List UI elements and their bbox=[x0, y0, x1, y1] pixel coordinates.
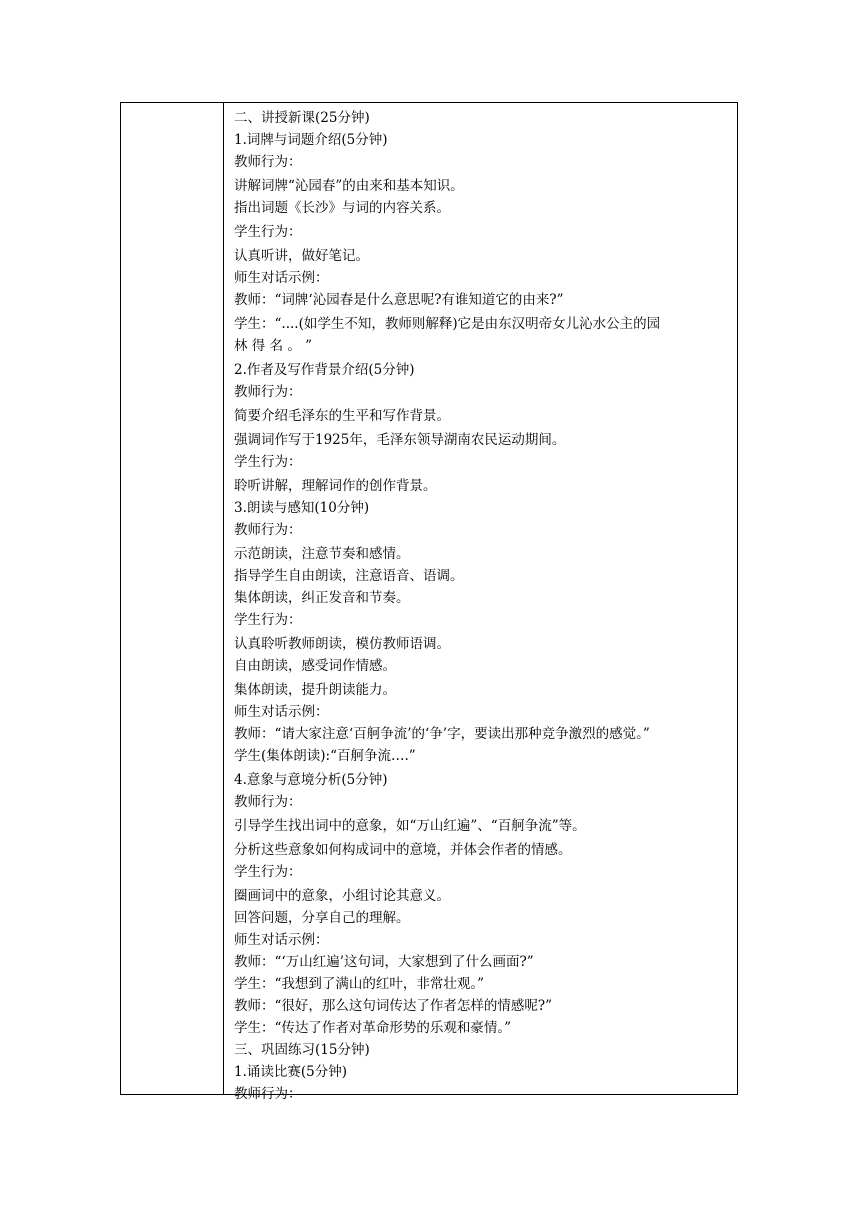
content-line: 学生行为： bbox=[234, 454, 302, 470]
content-line: 集体朗读，提升朗读能力。 bbox=[234, 682, 396, 698]
content-line: 教师行为： bbox=[234, 794, 302, 810]
content-line: 教师：“请大家注意‘百舸争流’的‘争’字，要读出那种竞争激烈的感觉。” bbox=[234, 726, 650, 742]
content-line: 教师：“词牌‘沁园春是什么意思呢?有谁知道它的由来?” bbox=[234, 292, 564, 308]
table-content-column bbox=[224, 103, 737, 1102]
content-line: 师生对话示例： bbox=[234, 704, 329, 720]
content-line: 1.词牌与词题介绍(5分钟) bbox=[234, 132, 388, 148]
content-line: 指导学生自由朗读，注意语音、语调。 bbox=[234, 568, 464, 584]
content-line: 学生：“我想到了满山的红叶，非常壮观。” bbox=[234, 976, 485, 992]
lesson-table bbox=[120, 102, 738, 1102]
content-line: 2.作者及写作背景介绍(5分钟) bbox=[234, 362, 415, 378]
content-line: 3.朗读与感知(10分钟) bbox=[234, 500, 370, 516]
content-line: 简要介绍毛泽东的生平和写作背景。 bbox=[234, 408, 450, 424]
content-line: 聆听讲解，理解词作的创作背景。 bbox=[234, 478, 437, 494]
content-line: 集体朗读，纠正发音和节奏。 bbox=[234, 590, 410, 606]
content-line: 讲解词牌“沁园春”的由来和基本知识。 bbox=[234, 178, 464, 194]
content-line: 教师行为： bbox=[234, 1086, 302, 1102]
content-line: 示范朗读，注意节奏和感情。 bbox=[234, 546, 410, 562]
content-line: 圈画词中的意象，小组讨论其意义。 bbox=[234, 888, 450, 904]
content-line: 学生行为： bbox=[234, 224, 302, 240]
content-line: 强调词作写于1925年，毛泽东领导湖南农民运动期间。 bbox=[234, 432, 566, 448]
content-line: 教师行为： bbox=[234, 154, 302, 170]
content-line: 引导学生找出词中的意象，如“万山红遍”、“百舸争流”等。 bbox=[234, 818, 586, 834]
content-line: 分析这些意象如何构成词中的意境，并体会作者的情感。 bbox=[234, 842, 572, 858]
content-line: 教师：“很好，那么这句词传达了作者怎样的情感呢?” bbox=[234, 998, 553, 1014]
content-line: 教师：“‘万山红遍’这句词，大家想到了什么画面?” bbox=[234, 954, 534, 970]
content-line: 1.诵读比赛(5分钟) bbox=[234, 1064, 348, 1080]
content-line: 学生(集体朗读):“百舸争流….” bbox=[234, 748, 416, 764]
table-left-column bbox=[121, 103, 224, 1094]
content-line: 指出词题《长沙》与词的内容关系。 bbox=[234, 200, 450, 216]
content-line: 学生行为： bbox=[234, 864, 302, 880]
content-line: 教师行为： bbox=[234, 384, 302, 400]
content-line: 师生对话示例： bbox=[234, 270, 329, 286]
content-line: 自由朗读，感受词作情感。 bbox=[234, 658, 396, 674]
content-line: 4.意象与意境分析(5分钟) bbox=[234, 772, 388, 788]
content-line: 教师行为： bbox=[234, 522, 302, 538]
content-line: 二、讲授新课(25分钟) bbox=[234, 110, 370, 126]
content-line: 学生行为： bbox=[234, 612, 302, 628]
content-line: 认真聆听教师朗读，模仿教师语调。 bbox=[234, 636, 450, 652]
content-line: 回答问题，分享自己的理解。 bbox=[234, 910, 410, 926]
content-line: 师生对话示例： bbox=[234, 932, 329, 948]
content-line: 学生：“....(如学生不知，教师则解释)它是由东汉明帝女儿沁水公主的园 bbox=[234, 316, 661, 332]
content-line: 林 得 名 。 ” bbox=[234, 338, 313, 354]
content-line: 学生：“传达了作者对革命形势的乐观和豪情。” bbox=[234, 1020, 512, 1036]
content-line: 三、巩固练习(15分钟) bbox=[234, 1042, 370, 1058]
content-line: 认真听讲，做好笔记。 bbox=[234, 248, 369, 264]
